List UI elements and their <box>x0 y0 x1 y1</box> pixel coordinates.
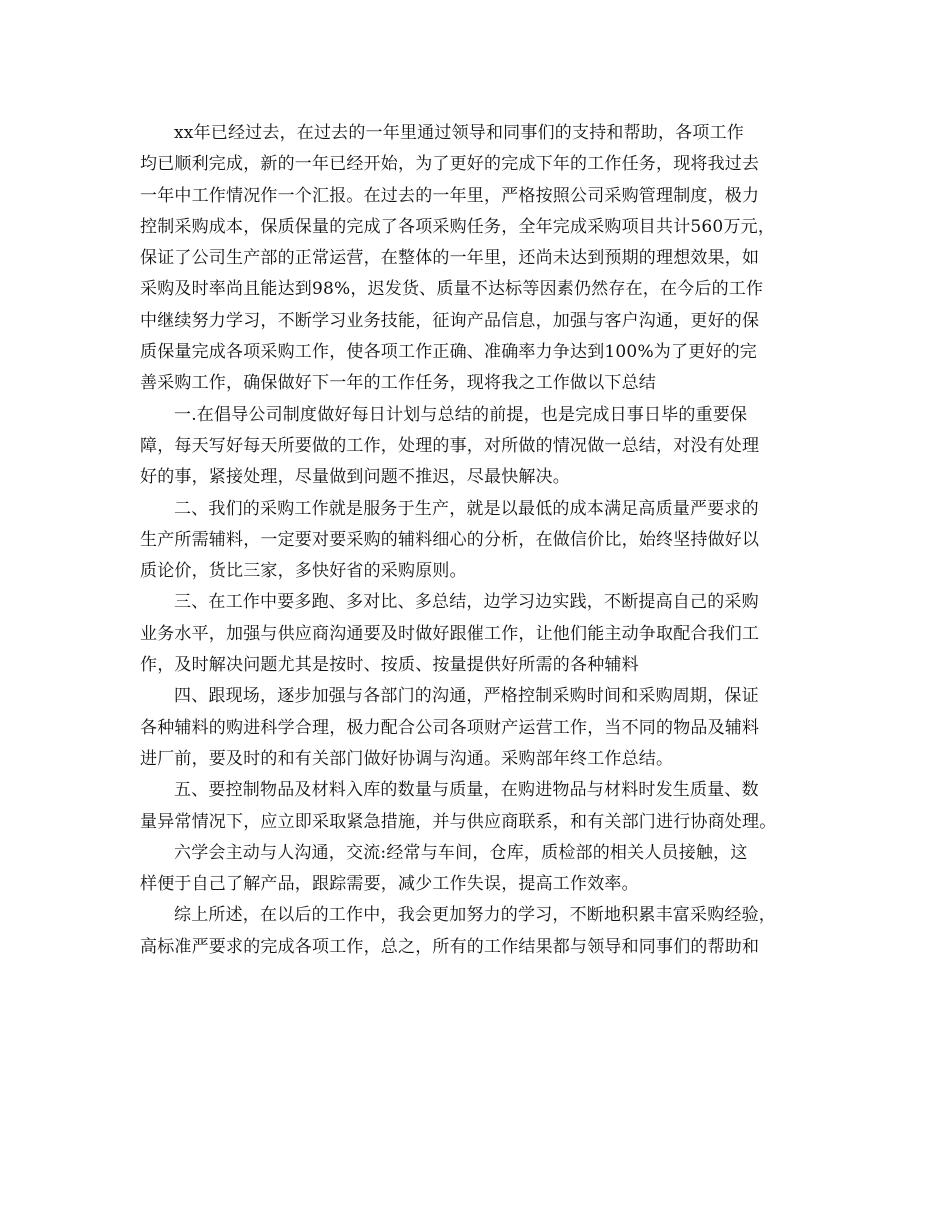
text-line: 好的事，紧接处理，尽量做到问题不推迟，尽最快解决。 <box>140 467 570 488</box>
text-line: 二、我们的采购工作就是服务于生产，就是以最低的成本满足高质量严要求的 <box>174 498 759 519</box>
text-line: 质论价，货比三家，多快好省的采购原则。 <box>140 561 467 582</box>
text-line: 作，及时解决问题尤其是按时、按质、按量提供好所需的各种辅料 <box>140 655 639 676</box>
text-line: 业务水平，加强与供应商沟通要及时做好跟催工作，让他们能主动争取配合我们工 <box>140 623 760 644</box>
paragraph-item-4 <box>140 681 820 775</box>
text-line: 中继续努力学习，不断学习业务技能，征询产品信息，加强与客户沟通，更好的保 <box>140 310 760 331</box>
text-line: 各种辅料的购进科学合理，极力配合公司各项财产运营工作，当不同的物品及辅料 <box>140 717 760 738</box>
text-line: 一.在倡导公司制度做好每日计划与总结的前提，也是完成日事日毕的重要保 <box>174 404 748 425</box>
text-line: 障，每天写好每天所要做的工作，处理的事，对所做的情况做一总结，对没有处理 <box>140 435 760 456</box>
text-line: 善采购工作，确保做好下一年的工作任务，现将我之工作做以下总结 <box>140 373 656 394</box>
paragraph-intro <box>140 118 820 400</box>
text-line: 控制采购成本，保质保量的完成了各项采购任务，全年完成采购项目共计560万元， <box>140 216 776 237</box>
text-line: 四、跟现场，逐步加强与各部门的沟通，严格控制采购时间和采购周期，保证 <box>174 686 759 707</box>
text-line: 样便于自己了解产品，跟踪需要，减少工作失误，提高工作效率。 <box>140 874 639 895</box>
text-line: 保证了公司生产部的正常运营，在整体的一年里，还尚未达到预期的理想效果，如 <box>140 248 760 269</box>
text-line: xx年已经过去，在过去的一年里通过领导和同事们的支持和帮助，各项工作 <box>174 123 744 143</box>
text-line: 五、要控制物品及材料入库的数量与质量，在购进物品与材料时发生质量、数 <box>174 780 759 801</box>
paragraph-item-3 <box>140 587 820 681</box>
text-line: 综上所述，在以后的工作中，我会更加努力的学习，不断地积累丰富采购经验， <box>174 905 776 926</box>
document-body <box>140 118 820 963</box>
text-line: 高标准严要求的完成各项工作，总之，所有的工作结果都与领导和同事们的帮助和 <box>140 936 760 957</box>
text-line: 一年中工作情况作一个汇报。在过去的一年里，严格按照公司采购管理制度，极力 <box>140 185 760 206</box>
paragraph-summary <box>140 900 820 963</box>
paragraph-item-5 <box>140 775 820 838</box>
text-line: 进厂前，要及时的和有关部门做好协调与沟通。采购部年终工作总结。 <box>140 748 674 769</box>
text-line: 采购及时率尚且能达到98%，迟发货、质量不达标等因素仍然存在，在今后的工作 <box>140 279 764 300</box>
text-line: 质保量完成各项采购工作，使各项工作正确、准确率力争达到100%为了更好的完 <box>140 342 757 363</box>
paragraph-item-6 <box>140 838 820 901</box>
paragraph-item-2 <box>140 494 820 588</box>
text-line: 量异常情况下，应立即采取紧急措施，并与供应商联系，和有关部门进行协商处理。 <box>140 811 777 832</box>
text-line: 生产所需辅料，一定要对要采购的辅料细心的分析，在做信价比，始终坚持做好以 <box>140 529 760 550</box>
text-line: 均已顺利完成，新的一年已经开始，为了更好的完成下年的工作任务，现将我过去 <box>140 154 760 175</box>
text-line: 六学会主动与人沟通，交流:经常与车间，仓库，质检部的相关人员接触，这 <box>174 842 748 863</box>
text-line: 三、在工作中要多跑、多对比、多总结，边学习边实践，不断提高自己的采购 <box>174 592 759 613</box>
paragraph-item-1 <box>140 400 820 494</box>
